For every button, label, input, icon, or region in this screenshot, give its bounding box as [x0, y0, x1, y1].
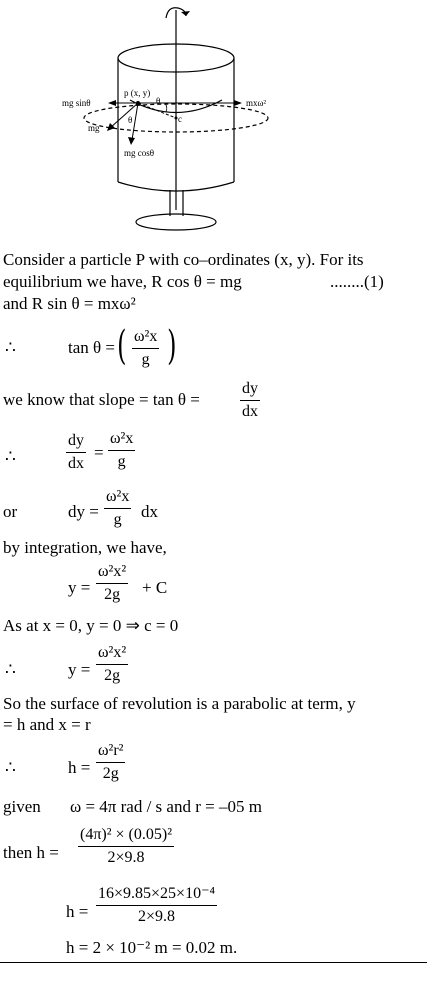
denominator: g: [117, 453, 126, 470]
slope-text: we know that slope = tan θ =: [3, 390, 200, 409]
label-p: p (x, y): [124, 88, 151, 98]
numerator: ω²x²: [96, 563, 128, 584]
numerator: ω²x²: [96, 644, 128, 665]
left-paren: (: [117, 323, 127, 369]
denominator: g: [141, 351, 150, 368]
then-h: then h =: [3, 843, 59, 862]
numerator: dy: [66, 432, 86, 453]
label-mxw2: mxω²: [246, 98, 267, 108]
equation-number: ........(1): [330, 272, 384, 291]
fraction-w2x2-2g: [96, 644, 128, 685]
fraction-numeric: [96, 885, 217, 926]
denominator: dx: [68, 455, 84, 472]
numerator: ω²r²: [96, 742, 125, 763]
denominator: 2×9.8: [107, 849, 145, 866]
tan-lhs: tan θ =: [68, 338, 115, 357]
denominator: g: [113, 511, 122, 528]
label-mg-sin: mg sinθ: [62, 98, 91, 108]
surface-line1: So the surface of revolution is a parabolic at term, y: [3, 694, 356, 713]
bottom-divider: [0, 962, 427, 963]
fraction-w2r2-2g: [96, 742, 125, 783]
fraction-dy-dx: [240, 380, 260, 421]
surface-line2: = h and x = r: [3, 715, 91, 734]
denominator: 2g: [102, 765, 119, 782]
fraction-w2x-g: [104, 488, 131, 529]
final-result: h = 2 × 10⁻² m = 0.02 m.: [66, 938, 238, 957]
denominator: dx: [242, 403, 258, 420]
denominator: 2g: [104, 586, 121, 603]
dy-eq: dy =: [68, 502, 99, 521]
denominator: 2×9.8: [138, 908, 176, 925]
rotating-cylinder-figure: [0, 0, 447, 240]
h-eq: h =: [66, 902, 89, 921]
fraction-dy-dx: [66, 432, 86, 473]
y-eq: y =: [68, 660, 91, 679]
label-mg: mg: [88, 123, 100, 133]
given-values: ω = 4π rad / s and r = –05 m: [70, 797, 262, 816]
numerator: 16×9.85×25×10⁻⁴: [96, 885, 217, 906]
plus-c: + C: [142, 578, 168, 597]
numerator: ω²x: [104, 488, 131, 509]
label-mg-cos: mg cosθ: [124, 148, 155, 158]
therefore-symbol: ∴: [5, 660, 16, 679]
therefore-symbol: ∴: [5, 338, 16, 357]
dx-term: dx: [141, 502, 158, 521]
denominator: 2g: [104, 667, 121, 684]
para1-line3: and R sin θ = mxω²: [3, 294, 136, 313]
numerator: dy: [240, 380, 260, 401]
y-eq: y =: [68, 578, 91, 597]
para1-line2: equilibrium we have, R cos θ = mg: [3, 272, 242, 291]
right-paren: ): [167, 323, 177, 369]
numerator: ω²x: [108, 430, 135, 451]
therefore-symbol: ∴: [5, 758, 16, 777]
para1-line1: Consider a particle P with co–ordinates (x, y). For its: [3, 250, 364, 269]
stand-base: [136, 214, 216, 230]
h-eq: h =: [68, 758, 91, 777]
label-c: c: [178, 114, 182, 124]
equals: =: [94, 443, 104, 462]
by-integration: by integration, we have,: [3, 538, 167, 557]
therefore-symbol: ∴: [5, 447, 16, 466]
fraction-4pi: [78, 826, 174, 867]
label-theta-top: θ: [156, 96, 161, 106]
numerator: ω²x: [132, 328, 159, 349]
numerator: (4π)² × (0.05)²: [78, 826, 174, 847]
as-at-line: As at x = 0, y = 0 ⇒ c = 0: [3, 616, 179, 635]
given-word: given: [3, 797, 41, 816]
label-theta-bottom: θ: [128, 115, 133, 125]
fraction-w2x2-2g: [96, 563, 128, 604]
or-word: or: [3, 502, 18, 521]
fraction-w2x-g: [108, 430, 135, 471]
fraction-w2x-g: [132, 328, 159, 369]
